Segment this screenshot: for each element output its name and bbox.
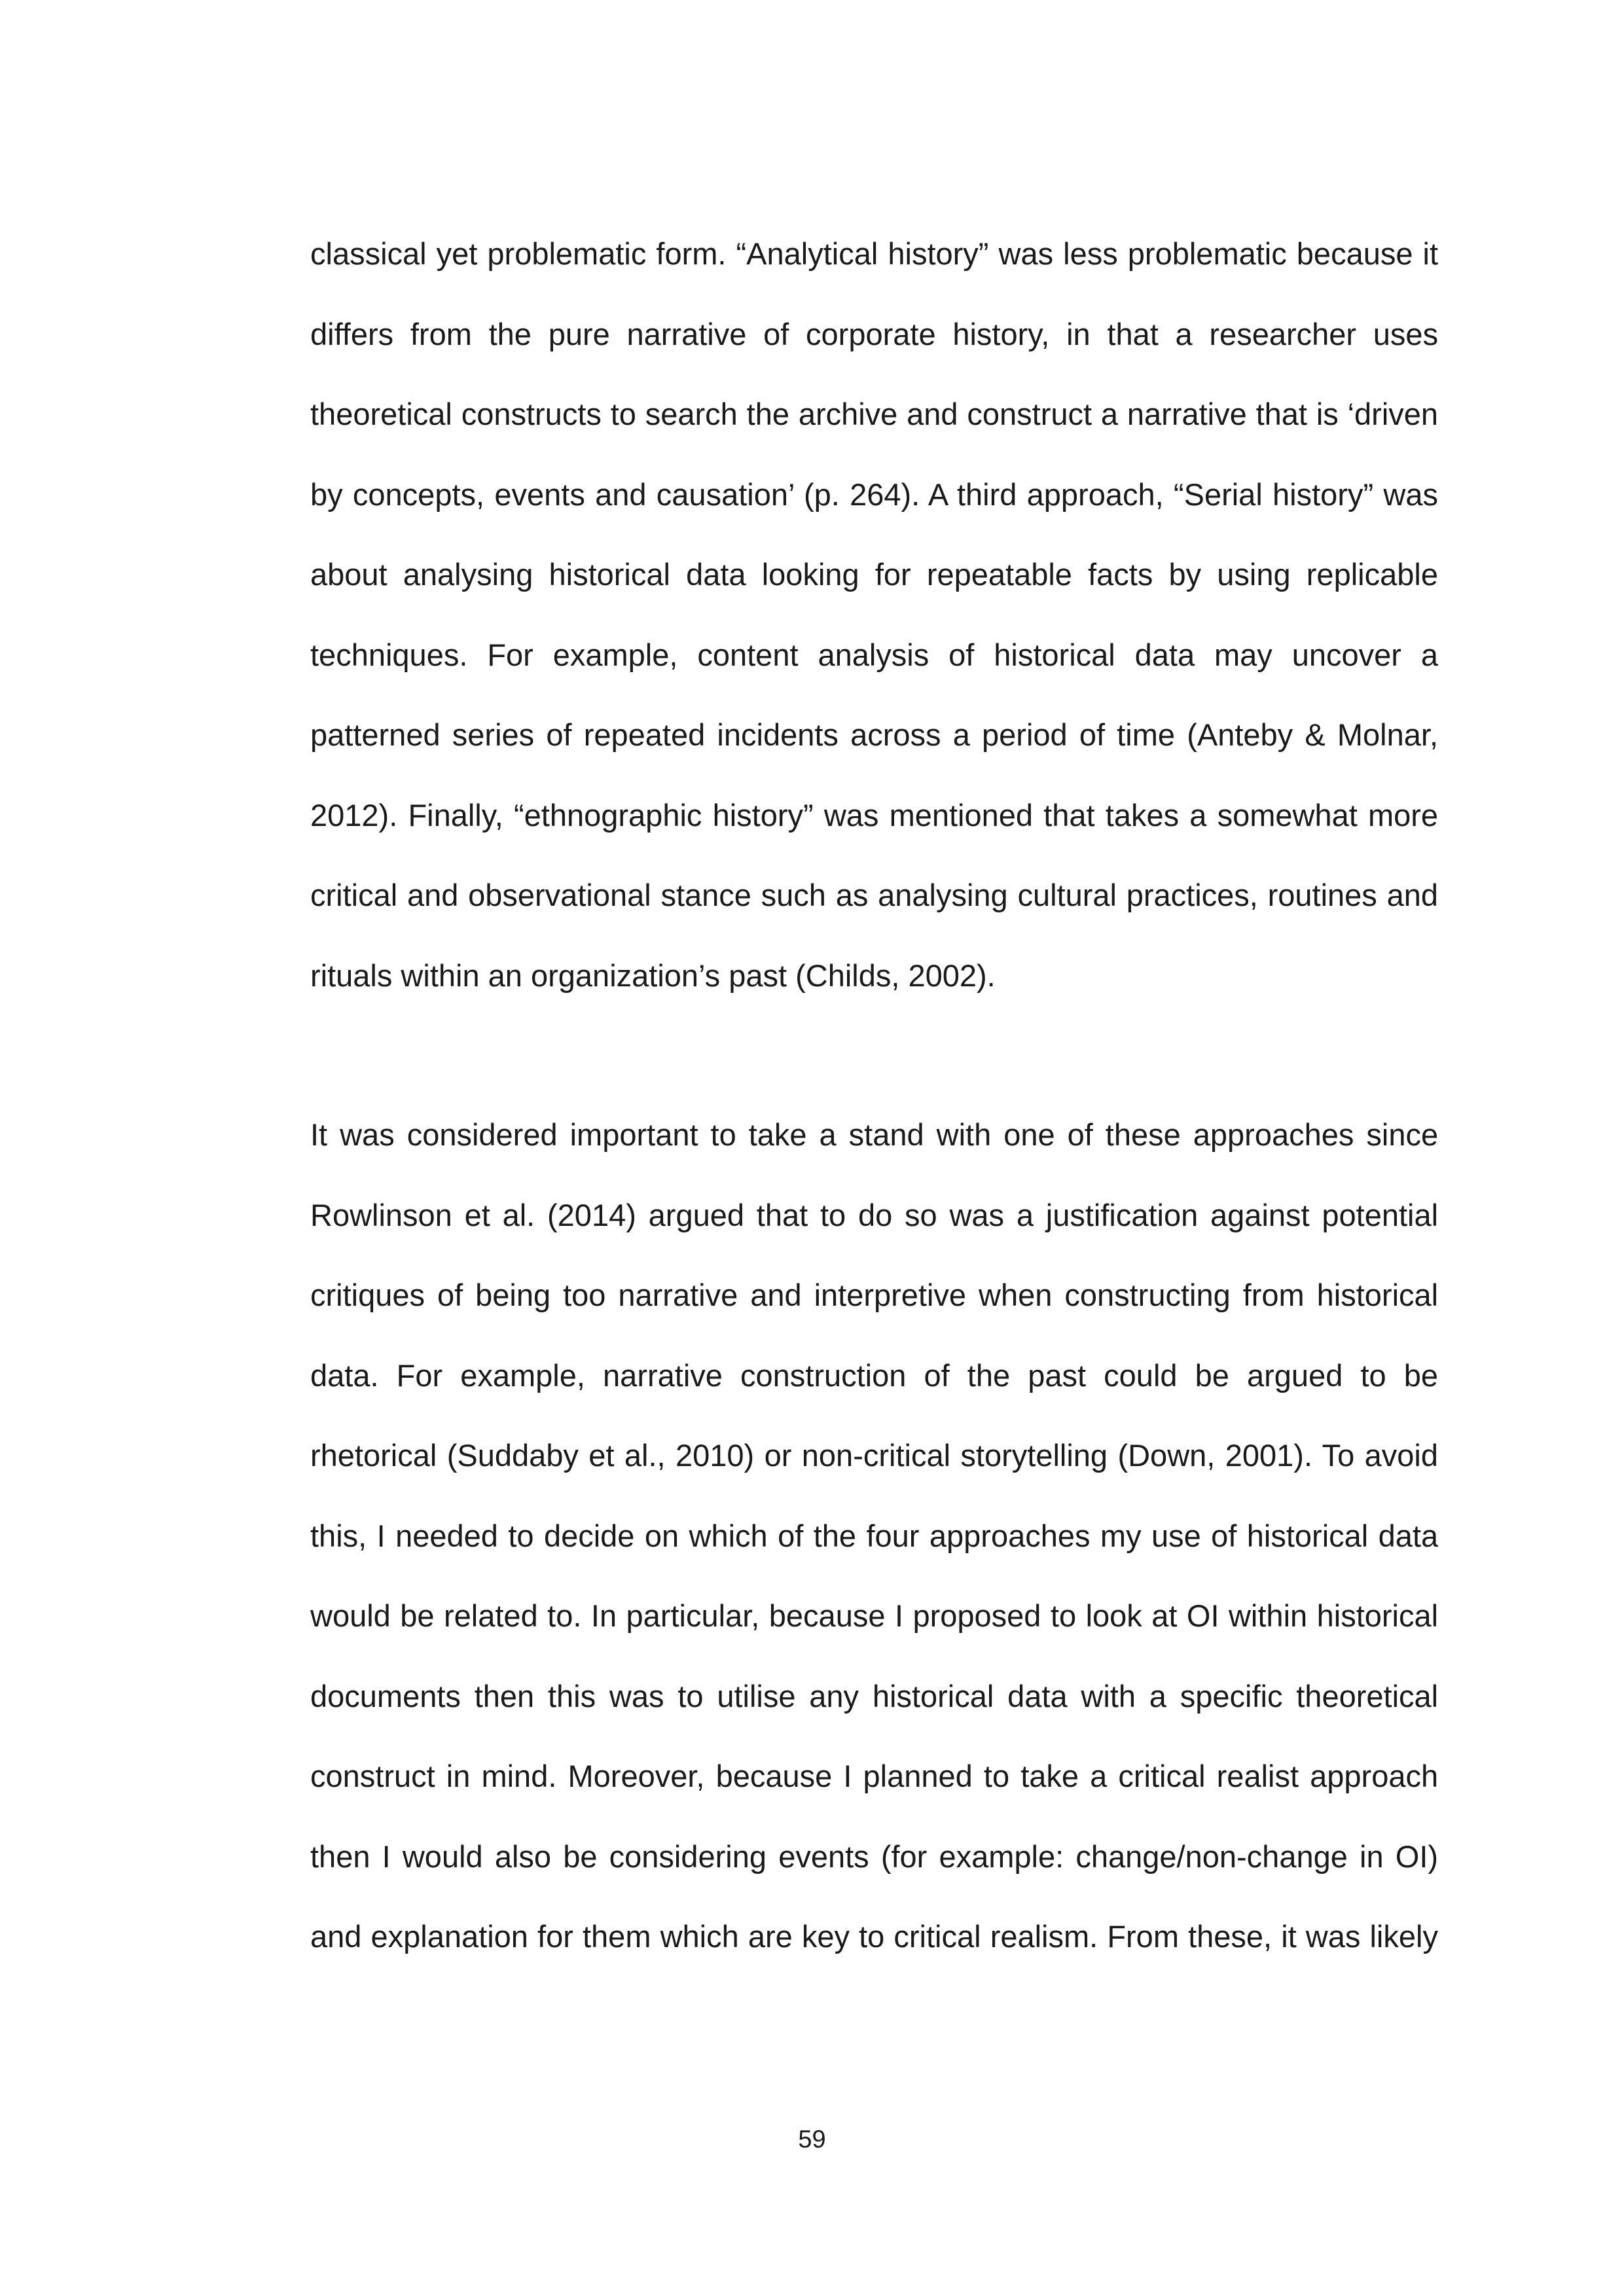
paragraph-line: It was considered important to take a stand with one of these approaches since (310, 1117, 1438, 1152)
paragraph-line: critiques of being too narrative and interpretive when constructing from historical (310, 1278, 1438, 1312)
paragraph-line: rituals within an organization’s past (Childs, 2002). (310, 958, 996, 993)
paragraph-1 (310, 214, 1438, 1016)
paragraph-line: and explanation for them which are key to critical realism. From these, it was likely (310, 1919, 1438, 1954)
paragraph-line: this, I needed to decide on which of the four approaches my use of historical data (310, 1518, 1438, 1553)
paragraph-line: Rowlinson et al. (2014) argued that to do so was a justification against potential (310, 1197, 1438, 1232)
paragraph-line: then I would also be considering events (for example: change/non-change in OI) (310, 1839, 1438, 1874)
paragraph-line: rhetorical (Suddaby et al., 2010) or non-critical storytelling (Down, 2001). To avoid (310, 1438, 1438, 1473)
paragraph-line: critical and observational stance such as analysing cultural practices, routines and (310, 878, 1438, 912)
paragraph-line: by concepts, events and causation’ (p. 264). A third approach, “Serial history” was (310, 476, 1438, 512)
paragraph-line: 2012). Finally, “ethnographic history” was mentioned that takes a somewhat more (310, 797, 1438, 833)
paragraph-line: about analysing historical data looking for repeatable facts by using replicable (310, 557, 1438, 592)
paragraph-line: would be related to. In particular, because I proposed to look at OI within historical (310, 1598, 1438, 1633)
paragraph-line: construct in mind. Moreover, because I planned to take a critical realist approach (310, 1759, 1438, 1793)
paragraph-line: documents then this was to utilise any historical data with a specific theoretical (310, 1678, 1438, 1713)
paragraph-line: classical yet problematic form. “Analytical history” was less problematic because it (310, 236, 1438, 271)
paragraph-2 (310, 1095, 1438, 1977)
paragraph-line: theoretical constructs to search the archive and construct a narrative that is ‘driven (310, 397, 1438, 431)
paragraph-line: data. For example, narrative construction of the past could be argued to be (310, 1357, 1438, 1393)
paragraph-line: differs from the pure narrative of corporate history, in that a researcher uses (310, 316, 1438, 351)
paragraph-line: patterned series of repeated incidents across a period of time (Anteby & Molnar, (310, 717, 1438, 752)
paragraph-line: techniques. For example, content analysis of historical data may uncover a (310, 637, 1438, 672)
page-number: 59 (798, 2126, 826, 2153)
